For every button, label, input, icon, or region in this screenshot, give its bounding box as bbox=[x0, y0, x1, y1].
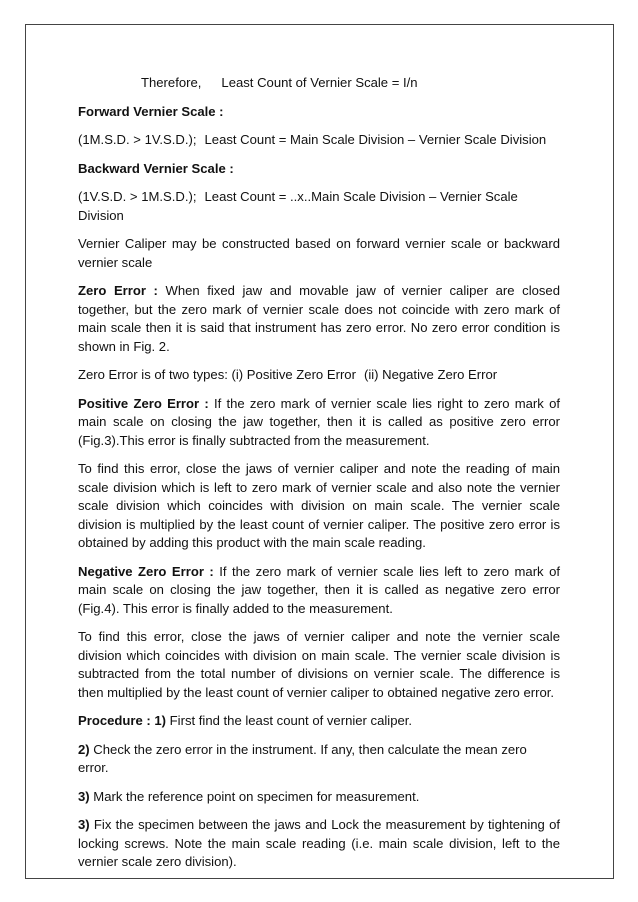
procedure-step-2: 2) Check the zero error in the instrument. If any, then calculate the mean zero error. bbox=[78, 741, 527, 775]
document-body bbox=[78, 74, 560, 882]
forward-formula: (1M.S.D. > 1V.S.D.); Least Count = Main Scale Division – Vernier Scale Division bbox=[78, 132, 547, 147]
negative-zero-error-label: Negative Zero Error : bbox=[78, 563, 214, 579]
zero-error-label: Zero Error : bbox=[78, 283, 158, 298]
positive-find-paragraph: To find this error, close the jaws of vernier caliper and note the reading of main scale division which is left to zero mark of vernier scale and also note the vernier scale division which coincides with division on main scale. The vernier scale division is multiplied by the least count of vernier caliper. The positive zero error is obtained by adding this product with the main scale reading. bbox=[78, 461, 560, 550]
negative-zero-error-paragraph: Negative Zero Error : If the zero mark of vernier scale lies left to zero mark of main scale on closing the jaw together, then it is called as negative zero error (Fig.4). This error is finally added to the measurement. bbox=[78, 563, 561, 616]
procedure-label: Procedure : 1) bbox=[78, 713, 167, 728]
least-count-line bbox=[78, 74, 560, 93]
procedure-step-4: 3) Fix the specimen between the jaws and Lock the measurement by tightening of locking screws. Note the main scale reading (i.e. main scale division, left to the vernier scale zero division). bbox=[78, 817, 560, 869]
zero-error-types: Zero Error is of two types: (i) Positive Zero Error (ii) Negative Zero Error bbox=[78, 367, 498, 382]
procedure-step-1: Procedure : 1) First find the least count of vernier caliper. bbox=[78, 713, 413, 728]
procedure-step-3: 3) Mark the reference point on specimen for measurement. bbox=[78, 788, 420, 804]
positive-zero-error-paragraph: Positive Zero Error : If the zero mark of vernier scale lies right to zero mark of main scale on closing the jaw together, then it is called as positive zero error (Fig.3).This error is finally subtracted from the measurement. bbox=[78, 395, 561, 448]
construct-paragraph: Vernier Caliper may be constructed based on forward vernier scale or backward vernier scale bbox=[78, 236, 560, 270]
negative-find-paragraph: To find this error, close the jaws of vernier caliper and note the vernier scale division which coincides with division on main scale. The vernier scale division is subtracted from the total number of divisions on vernier scale. The difference is then multiplied by the least count of vernier caliper to obtained negative zero error. bbox=[78, 629, 560, 700]
backward-formula: (1V.S.D. > 1M.S.D.); Least Count = ..x..Main Scale Division – Vernier Scale Division bbox=[78, 189, 518, 223]
positive-zero-error-label: Positive Zero Error : bbox=[78, 395, 209, 411]
backward-heading: Backward Vernier Scale : bbox=[78, 160, 234, 176]
zero-error-paragraph: Zero Error : When fixed jaw and movable jaw of vernier caliper are closed together, but the zero mark of vernier scale does not coincide with zero mark of main scale then it is said that instrument has zero error. No zero error condition is shown in Fig. 2. bbox=[78, 283, 560, 354]
least-count-formula: Least Count of Vernier Scale = I/n bbox=[221, 75, 418, 90]
forward-heading: Forward Vernier Scale : bbox=[78, 103, 224, 119]
therefore-lead: Therefore, bbox=[141, 75, 202, 90]
